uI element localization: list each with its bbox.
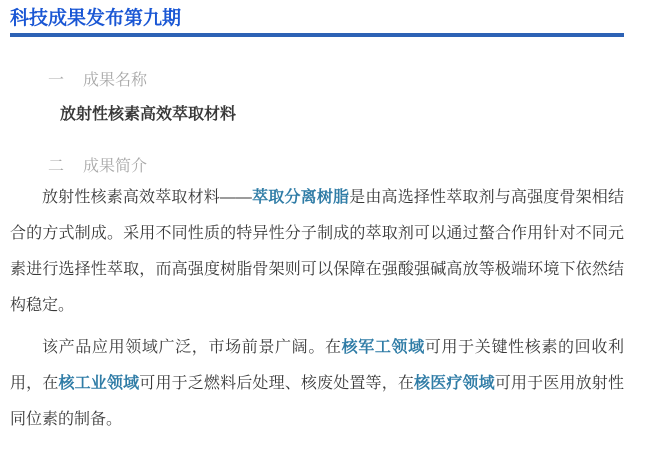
paragraph-text: 可用于乏燃料后处理、核废处置等，在	[139, 375, 415, 392]
intro-paragraph	[10, 180, 624, 324]
paragraph-text: 可用于医用放射性同位素的制备。	[10, 375, 624, 428]
highlighted-term: 核医疗领域	[414, 375, 495, 392]
section-number: 一	[48, 72, 65, 89]
highlighted-term: 萃取分离树脂	[251, 189, 350, 206]
paragraph-text: 该产品应用领域广泛，市场前景广阔。在	[42, 339, 342, 356]
paragraph-text: 可用于关键性核素的回收利用，在	[10, 339, 624, 392]
paragraph-text: 是由高选择性萃取剂与高强度骨架相结合的方式制成。采用不同性质的特异性分子制成的萃取剂可以通过螯合作用针对不同元素进行选择性萃取，而高强度树脂骨架则可以保障在强酸强碱高放等极端环境下依然结构稳定。	[10, 189, 624, 314]
section-heading-result-intro	[48, 158, 645, 175]
highlighted-term: 核军工领域	[341, 339, 425, 356]
title-underline-rule	[10, 33, 624, 37]
document-page	[0, 8, 645, 455]
section-label: 成果名称	[83, 72, 148, 89]
paragraph-text: 放射性核素高效萃取材料——	[42, 189, 252, 206]
section-label: 成果简介	[83, 158, 148, 175]
page-title: 科技成果发布第九期	[10, 8, 182, 29]
highlighted-term: 核工业领域	[58, 375, 140, 392]
section-number: 二	[48, 158, 65, 175]
application-paragraph	[10, 330, 624, 438]
section-heading-result-name	[48, 72, 645, 89]
achievement-name: 放射性核素高效萃取材料	[60, 106, 237, 123]
